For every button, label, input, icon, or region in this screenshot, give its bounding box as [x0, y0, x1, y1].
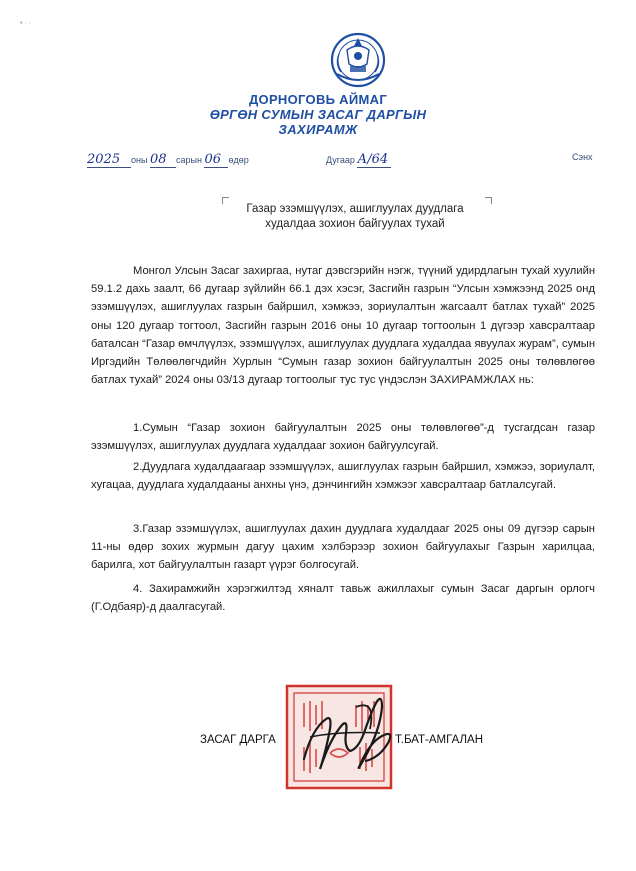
state-emblem-icon: [325, 30, 391, 90]
order-item-1: 1.Сумын “Газар зохион байгуулалтын 2025 оны төлөвлөгөө”-д тусгагдсан газар эзэмшүүлэх, ашиглуулах дуудлага худалдааг зохион байгуулсугай.: [91, 422, 595, 453]
preamble-paragraph: Монгол Улсын Засаг захиргаа, нутаг дэвсгэрийн нэгж, түүний удирдлагын тухай хуулийн 59.1.2 дахь заалт, 66 дугаар зүйлийн 66.1 дэх хэсэг, Засгийн газрын “Улсын хэмжээнд 2025 онд эзэмшүүлэх, ашиглуулах газрын байршил, хэмжээ, зориулалтын жагсаалт батлах тухай” 2025 оны 120 дугаар тогтоол, Засгийн газрын 2016 оны 10 дугаар тогтоолын 1 дүгээр хавсралтаар баталсан “Газар өмчлүүлэх, эзэмшүүлэх, ашиглуулах дуудлага худалдаа явуулах журам”, сумын Иргэдийн Төлөөлөгчдийн Хурлын “Сумын газар зохион байгуулалтын 2025 оны төлөвлөгөө батлах тухай” 2024 оны 03/13 дугаар тогтоолыг тус тус үндэслэн ЗАХИРАМЖЛАХ нь:: [91, 265, 595, 387]
date-month-suffix: сарын: [175, 155, 202, 165]
header-office: ӨРГӨН СУМЫН ЗАСАГ ДАРГЫН: [209, 107, 427, 122]
document-date: [87, 152, 249, 168]
signatory-name: Т.БАТ-АМГАЛАН: [395, 734, 484, 746]
signatory-title: ЗАСАГ ДАРГА: [200, 734, 276, 746]
date-month: 08: [150, 152, 176, 168]
order-item-2: 2.Дуудлага худалдаагаар эзэмшүүлэх, ашиглуулах газрын байршил, хэмжээ, зориулалт, хугацаа, дуудлага худалдааны анхны үнэ, дэнчингийн хэмжээг хавсралтаар батлалсугай.: [91, 461, 595, 492]
header-doc-type: ЗАХИРАМЖ: [278, 122, 358, 137]
document-subject: [220, 202, 490, 232]
date-day-suffix: өдөр: [228, 155, 249, 165]
date-day: 06: [204, 152, 228, 168]
order-item-4: 4. Захирамжийн хэрэгжилтэд хяналт тавьж ажиллахыг сумын Засаг даргын орлогч (Г.Одбаяр)-д даалгасугай.: [91, 583, 595, 614]
order-item-3: 3.Газар эзэмшүүлэх, ашиглуулах дахин дуудлага худалдааг 2025 оны 09 дүгээр сарын 11-ны өдөр зохих журмын дагуу цахим хэлбэрээр зохион байгуулахыг Газрын харилцаа, барилга, хот байгуулалтын газарт үүрэг болгосугай.: [91, 523, 595, 572]
date-year: 2025: [87, 152, 131, 168]
number-label: Дугаар: [326, 155, 355, 165]
header-aimag: ДОРНОГОВЬ АЙМАГ: [248, 92, 388, 107]
corner-marks-icon: • · ·: [20, 20, 32, 27]
document-number: [326, 152, 391, 168]
document-place: Сэнх: [572, 152, 593, 162]
number-value: А/64: [357, 152, 391, 168]
date-year-suffix: оны: [131, 155, 148, 165]
subject-line-2: худалдаа зохион байгуулах тухай: [265, 218, 445, 230]
handwritten-signature-icon: [296, 697, 402, 787]
subject-line-1: Газар эзэмшүүлэх, ашиглуулах дуудлага: [246, 203, 464, 215]
